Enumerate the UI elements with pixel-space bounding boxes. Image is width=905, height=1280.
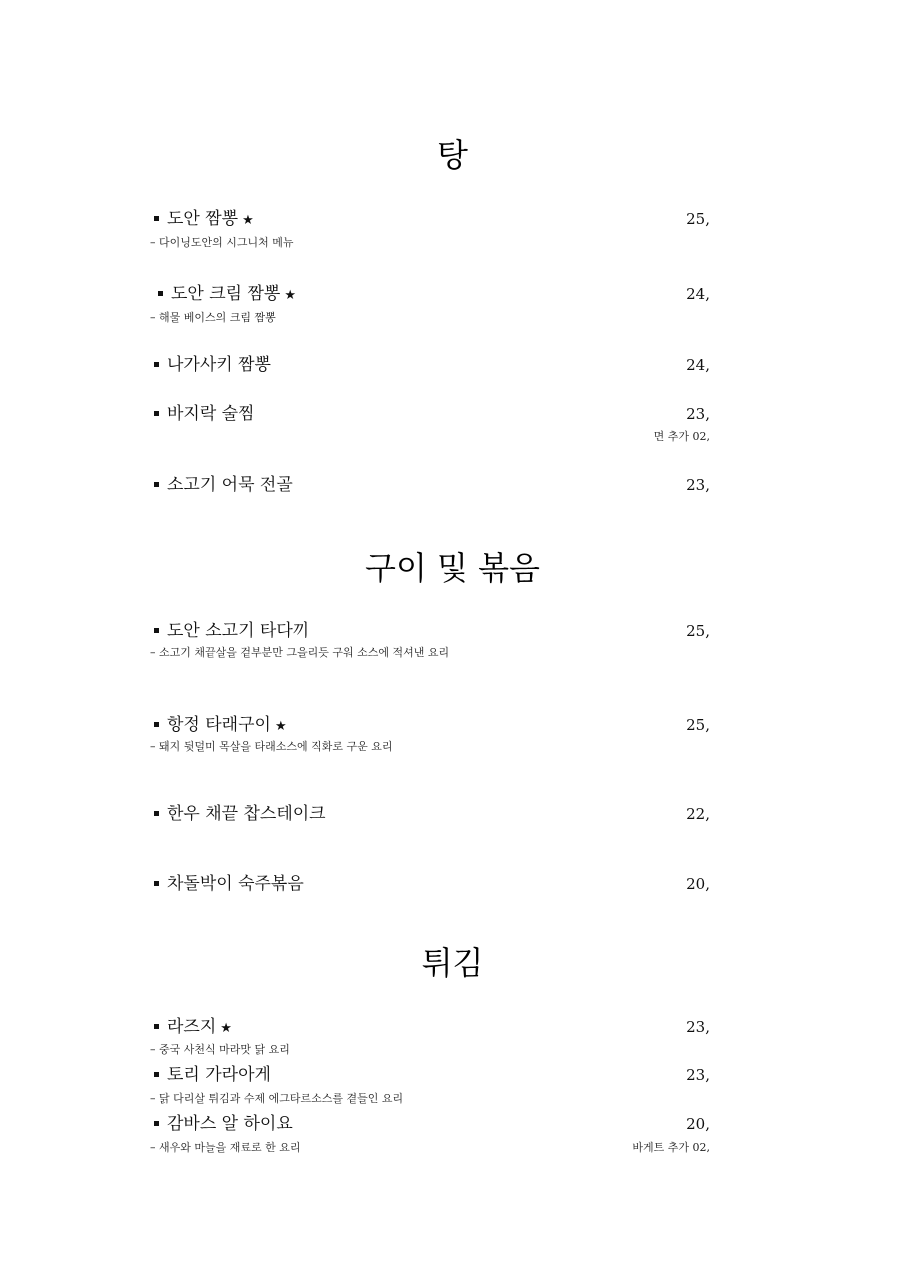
item-description: – 닭 다리살 튀김과 수제 에그타르소스를 곁들인 요리 — [150, 1092, 404, 1105]
item-price: 24, — [686, 356, 710, 374]
item-name: 차돌박이 숙주볶음 — [167, 874, 304, 894]
item-price: 20, — [686, 875, 710, 893]
bullet-icon — [154, 811, 159, 816]
bullet-icon — [158, 291, 163, 296]
section-title-tang: 탕 — [437, 136, 468, 174]
star-icon: ★ — [284, 288, 296, 303]
item-name: 나가사키 짬뽕 — [167, 355, 271, 375]
item-description: – 중국 사천식 마라맛 닭 요리 — [150, 1043, 290, 1056]
item-price: 23, — [686, 405, 710, 423]
item-price: 25, — [686, 622, 710, 640]
item-price: 23, — [686, 1066, 710, 1084]
item-description: – 소고기 채끝살을 겉부분만 그을리듯 구워 소스에 적셔낸 요리 — [150, 646, 450, 659]
item-price: 25, — [686, 210, 710, 228]
menu-item — [150, 873, 710, 897]
bullet-icon — [154, 628, 159, 633]
section-title-grill: 구이 및 볶음 — [365, 549, 540, 587]
item-name: 감바스 알 하이요 — [167, 1114, 293, 1134]
item-name: 토리 가라아게 — [167, 1065, 271, 1085]
star-icon: ★ — [220, 1021, 232, 1036]
item-addon-note: 면 추가 02, — [653, 430, 710, 443]
menu-item — [150, 1113, 710, 1137]
item-price: 20, — [686, 1115, 710, 1133]
menu-item — [150, 403, 710, 427]
menu-item — [150, 474, 710, 498]
item-price: 24, — [686, 285, 710, 303]
item-name: 소고기 어묵 전골 — [167, 475, 293, 495]
item-description: – 해물 베이스의 크림 짬뽕 — [150, 311, 276, 324]
item-name: 항정 타래구이 — [167, 715, 271, 735]
item-name: 도안 짬뽕 — [167, 209, 239, 229]
section-title-fried: 튀김 — [421, 944, 484, 982]
menu-item — [150, 208, 710, 232]
item-name: 도안 크림 짬뽕 — [171, 284, 281, 304]
bullet-icon — [154, 881, 159, 886]
menu-item — [150, 803, 710, 827]
bullet-icon — [154, 1072, 159, 1077]
item-name: 도안 소고기 타다끼 — [167, 621, 310, 641]
bullet-icon — [154, 411, 159, 416]
bullet-icon — [154, 216, 159, 221]
menu-item — [150, 620, 710, 644]
menu-item — [150, 1016, 710, 1040]
item-price: 23, — [686, 1018, 710, 1036]
item-name: 라즈지 — [167, 1017, 217, 1037]
item-description: – 새우와 마늘을 재료로 한 요리 — [150, 1141, 301, 1154]
item-description: – 다이닝도안의 시그니처 메뉴 — [150, 236, 294, 249]
item-description: – 돼지 뒷덜미 목살을 타래소스에 직화로 구운 요리 — [150, 740, 393, 753]
star-icon: ★ — [242, 213, 254, 228]
item-price: 25, — [686, 716, 710, 734]
menu-item — [150, 1064, 710, 1088]
item-price: 22, — [686, 805, 710, 823]
menu-item — [150, 354, 710, 378]
menu-item — [150, 283, 710, 307]
item-name: 바지락 술찜 — [167, 404, 255, 424]
item-name: 한우 채끝 찹스테이크 — [167, 804, 326, 824]
bullet-icon — [154, 722, 159, 727]
item-addon-note: 바게트 추가 02, — [632, 1141, 710, 1154]
bullet-icon — [154, 1121, 159, 1126]
bullet-icon — [154, 362, 159, 367]
bullet-icon — [154, 1024, 159, 1029]
item-price: 23, — [686, 476, 710, 494]
star-icon: ★ — [274, 719, 287, 734]
menu-item — [150, 714, 710, 738]
bullet-icon — [154, 482, 159, 487]
